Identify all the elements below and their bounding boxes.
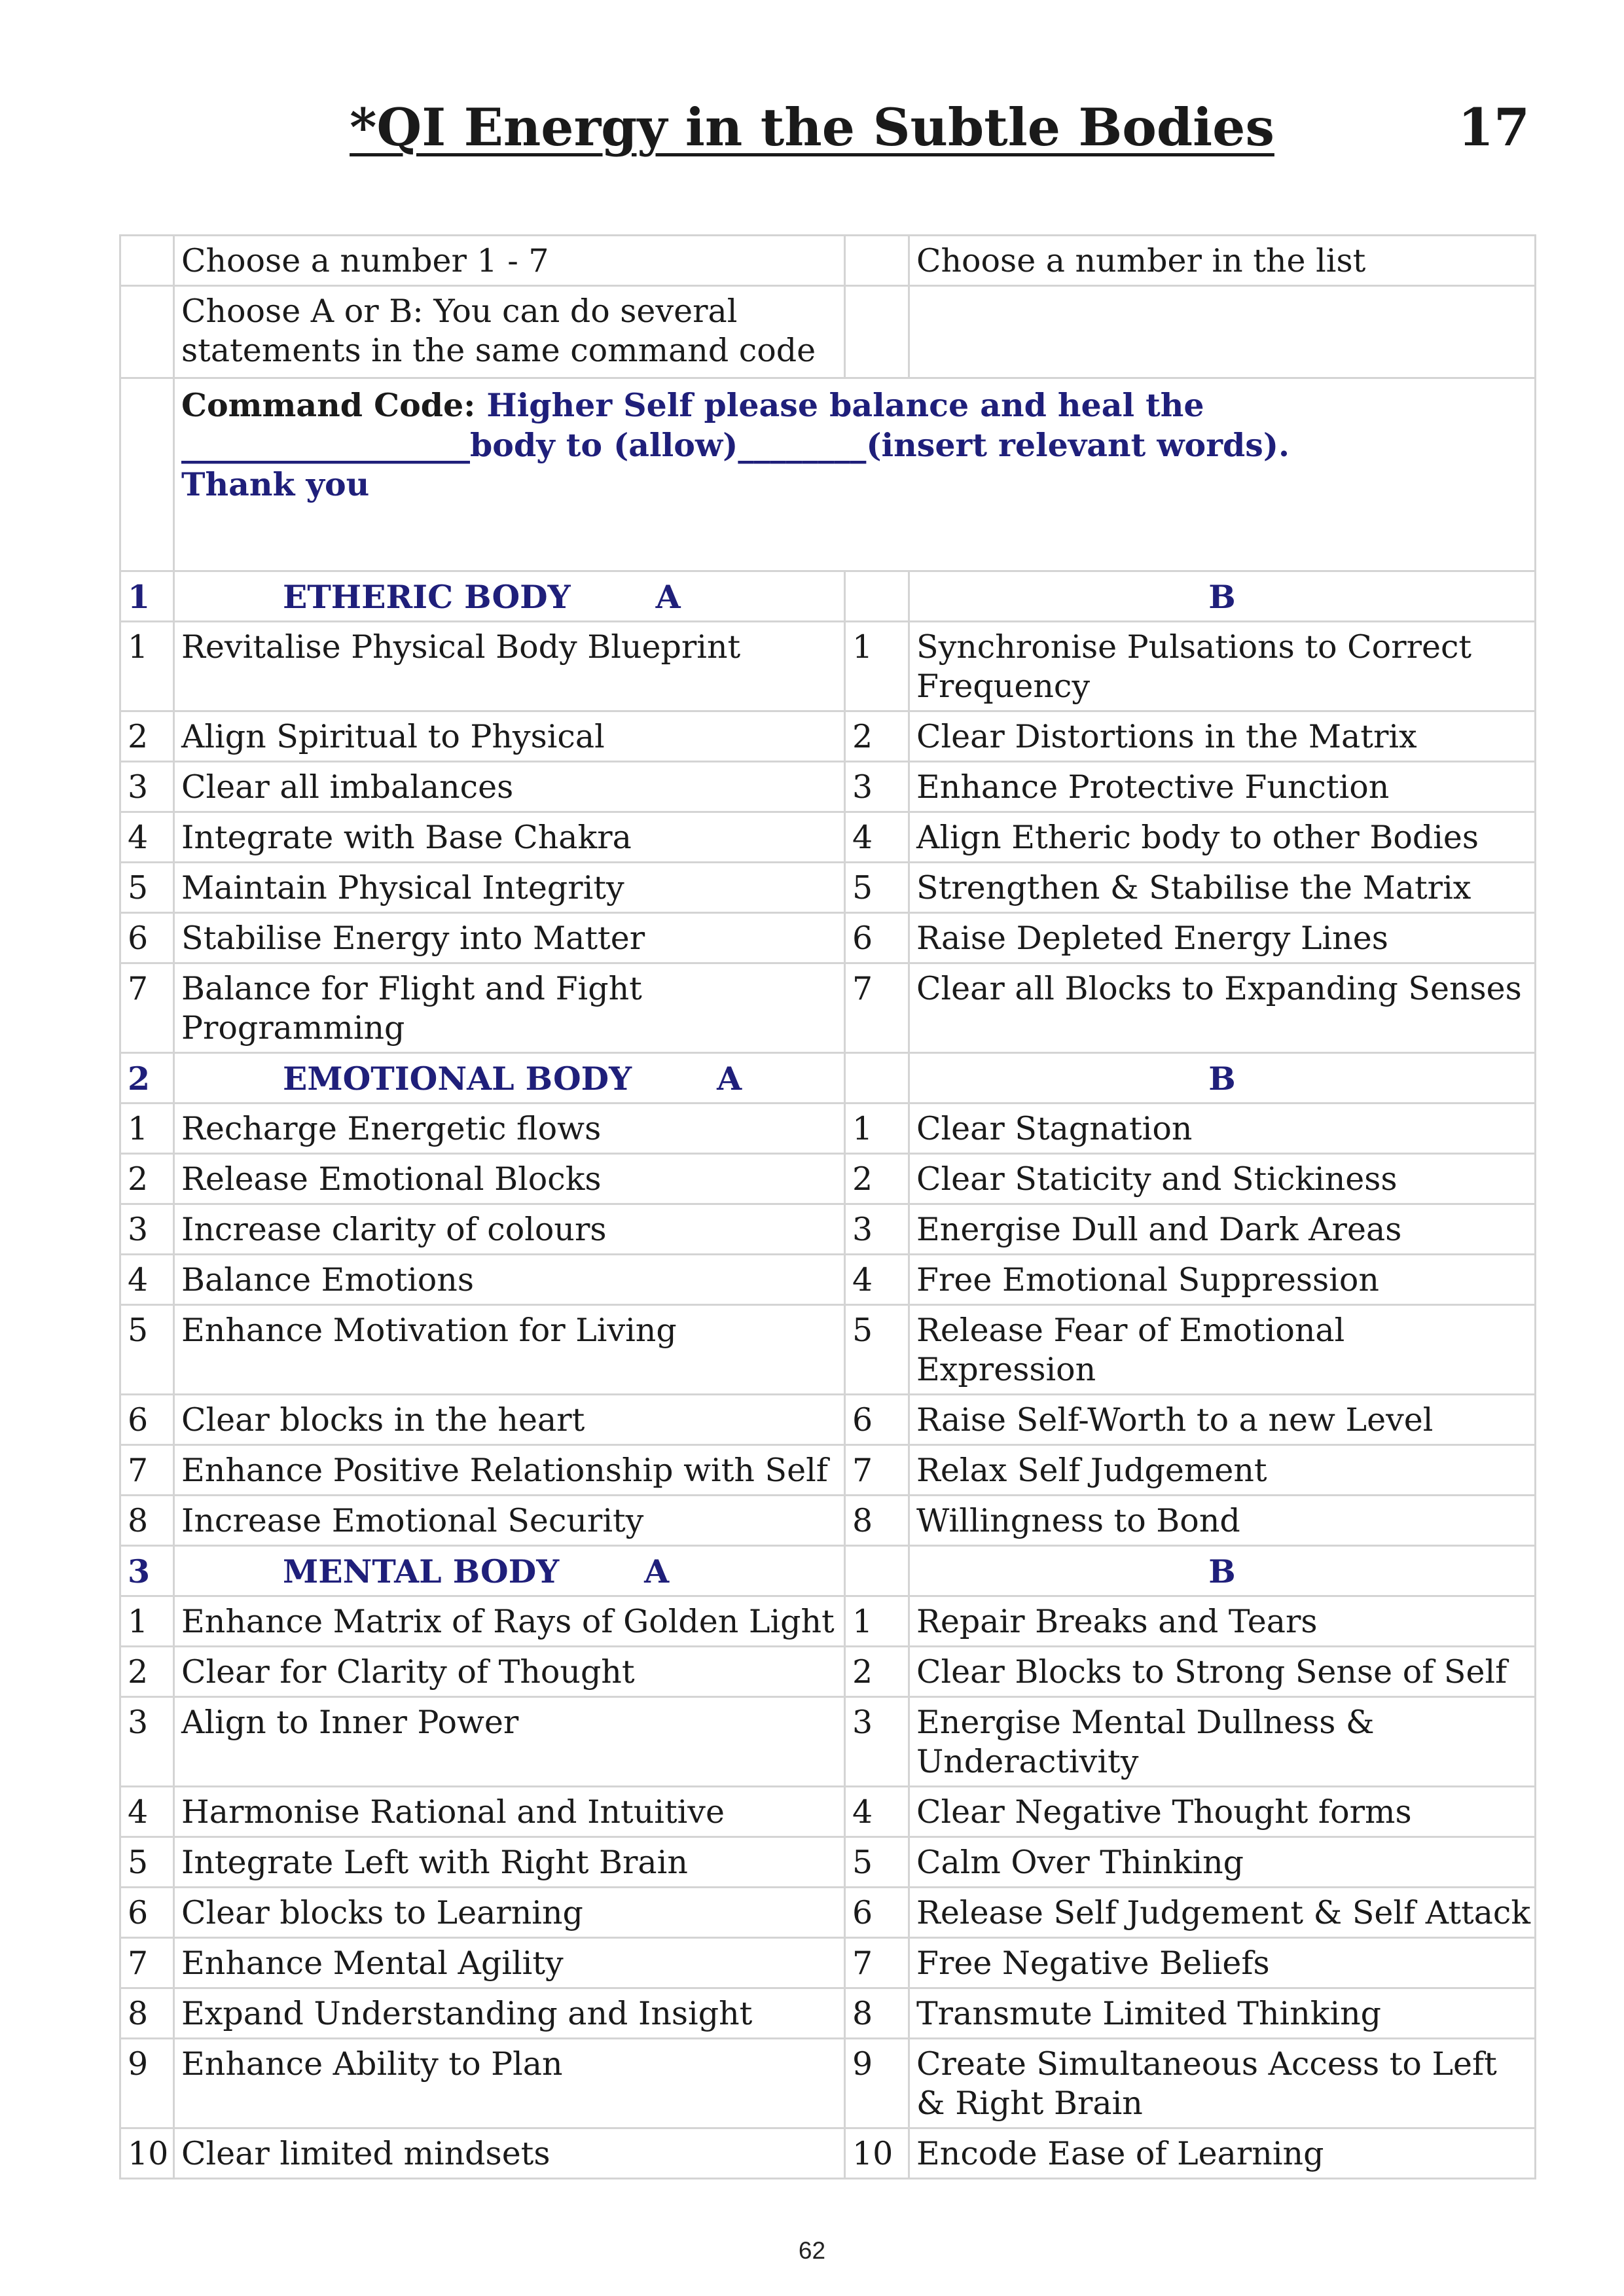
statement-a: Enhance Matrix of Rays of Golden Light	[174, 1596, 845, 1647]
statement-a: Balance Emotions	[174, 1255, 845, 1305]
item-number-b: 4	[845, 1787, 909, 1837]
item-number-b: 4	[845, 812, 909, 863]
table-row	[120, 1938, 1536, 1988]
section-number: 2	[120, 1053, 174, 1103]
item-number-a: 5	[120, 1837, 174, 1888]
item-number-b: 3	[845, 1697, 909, 1787]
statement-b: Create Simultaneous Access to Left & Right Brain	[909, 2039, 1536, 2128]
section-header-row	[120, 1546, 1536, 1596]
item-number-b: 7	[845, 1938, 909, 1988]
item-number-a: 3	[120, 762, 174, 812]
item-number-b: 6	[845, 913, 909, 963]
statement-a: Harmonise Rational and Intuitive	[174, 1787, 845, 1837]
statement-a: Clear blocks to Learning	[174, 1888, 845, 1938]
item-number-b: 5	[845, 863, 909, 913]
statement-a: Maintain Physical Integrity	[174, 863, 845, 913]
section-header-row	[120, 1053, 1536, 1103]
instruction-choose-ab: Choose A or B: You can do several statements in the same command code	[174, 286, 845, 378]
statement-b: Synchronise Pulsations to Correct Frequency	[909, 622, 1536, 711]
item-number-a: 4	[120, 812, 174, 863]
command-code-blanks: __________________body to (allow)________(insert relevant words).	[181, 426, 1290, 464]
section-title-cell	[174, 1053, 845, 1103]
item-number-a: 2	[120, 1154, 174, 1204]
statement-b: Align Etheric body to other Bodies	[909, 812, 1536, 863]
statement-b: Clear Stagnation	[909, 1103, 1536, 1154]
item-number-b: 5	[845, 1837, 909, 1888]
item-number-b: 1	[845, 622, 909, 711]
table-row	[120, 1596, 1536, 1647]
table-row	[120, 963, 1536, 1053]
statement-b: Clear Negative Thought forms	[909, 1787, 1536, 1837]
section-title-cell	[174, 1546, 845, 1596]
statement-b: Energise Mental Dullness & Underactivity	[909, 1697, 1536, 1787]
intro-row-2	[120, 286, 1536, 378]
item-number-b: 7	[845, 963, 909, 1053]
empty-cell	[845, 236, 909, 286]
statement-a: Stabilise Energy into Matter	[174, 913, 845, 963]
empty-cell	[845, 1546, 909, 1596]
section-title: ETHERIC BODY	[283, 578, 571, 616]
statement-a: Clear for Clarity of Thought	[174, 1647, 845, 1697]
page-number: 62	[798, 2237, 826, 2264]
statement-b: Calm Over Thinking	[909, 1837, 1536, 1888]
column-a-label: A	[644, 1552, 670, 1590]
table-row	[120, 1697, 1536, 1787]
item-number-a: 2	[120, 1647, 174, 1697]
table-row	[120, 1837, 1536, 1888]
column-b-label: B	[909, 571, 1536, 622]
statement-a: Clear limited mindsets	[174, 2128, 845, 2179]
command-code-row	[120, 378, 1536, 571]
item-number-b: 2	[845, 1647, 909, 1697]
table-row	[120, 2039, 1536, 2128]
statement-a: Balance for Flight and Fight Programming	[174, 963, 845, 1053]
item-number-a: 8	[120, 1988, 174, 2039]
item-number-a: 6	[120, 1888, 174, 1938]
item-number-a: 4	[120, 1255, 174, 1305]
empty-cell	[120, 236, 174, 286]
command-code-cell	[174, 378, 1536, 571]
statement-a: Enhance Mental Agility	[174, 1938, 845, 1988]
item-number-a: 5	[120, 1305, 174, 1395]
statement-a: Revitalise Physical Body Blueprint	[174, 622, 845, 711]
item-number-a: 4	[120, 1787, 174, 1837]
item-number-b: 5	[845, 1305, 909, 1395]
statement-b: Release Fear of Emotional Expression	[909, 1305, 1536, 1395]
empty-cell	[909, 286, 1536, 378]
statement-b: Free Negative Beliefs	[909, 1938, 1536, 1988]
table-row	[120, 1647, 1536, 1697]
table-row	[120, 1103, 1536, 1154]
statement-a: Clear all imbalances	[174, 762, 845, 812]
column-a-label: A	[655, 578, 681, 616]
table-row	[120, 622, 1536, 711]
statement-a: Increase Emotional Security	[174, 1496, 845, 1546]
statement-a: Increase clarity of colours	[174, 1204, 845, 1255]
item-number-b: 4	[845, 1255, 909, 1305]
item-number-a: 7	[120, 1938, 174, 1988]
page-title: *QI Energy in the Subtle Bodies	[350, 97, 1274, 158]
empty-cell	[845, 571, 909, 622]
table-row	[120, 1305, 1536, 1395]
table-row	[120, 1787, 1536, 1837]
statement-a: Enhance Ability to Plan	[174, 2039, 845, 2128]
statement-a: Release Emotional Blocks	[174, 1154, 845, 1204]
table-row	[120, 711, 1536, 762]
section-number: 1	[120, 571, 174, 622]
item-number-a: 10	[120, 2128, 174, 2179]
empty-cell	[120, 286, 174, 378]
statement-a: Recharge Energetic flows	[174, 1103, 845, 1154]
statement-b: Release Self Judgement & Self Attack	[909, 1888, 1536, 1938]
statement-b: Strengthen & Stabilise the Matrix	[909, 863, 1536, 913]
item-number-a: 6	[120, 1395, 174, 1445]
statement-a: Enhance Motivation for Living	[174, 1305, 845, 1395]
statement-b: Free Emotional Suppression	[909, 1255, 1536, 1305]
table-row	[120, 913, 1536, 963]
table-row	[120, 1154, 1536, 1204]
table-row	[120, 1888, 1536, 1938]
item-number-a: 8	[120, 1496, 174, 1546]
item-number-b: 1	[845, 1103, 909, 1154]
item-number-a: 3	[120, 1697, 174, 1787]
empty-cell	[845, 1053, 909, 1103]
section-title-cell	[174, 571, 845, 622]
intro-row-1	[120, 236, 1536, 286]
item-number-b: 3	[845, 1204, 909, 1255]
statement-a: Enhance Positive Relationship with Self	[174, 1445, 845, 1496]
table-row	[120, 1988, 1536, 2039]
statement-b: Willingness to Bond	[909, 1496, 1536, 1546]
instruction-choose-number: Choose a number 1 - 7	[174, 236, 845, 286]
statement-b: Clear Blocks to Strong Sense of Self	[909, 1647, 1536, 1697]
section-title: MENTAL BODY	[283, 1552, 560, 1590]
item-number-b: 10	[845, 2128, 909, 2179]
command-code-thanks: Thank you	[181, 465, 370, 503]
statement-b: Repair Breaks and Tears	[909, 1596, 1536, 1647]
item-number-a: 7	[120, 1445, 174, 1496]
item-number-a: 5	[120, 863, 174, 913]
statement-b: Raise Self-Worth to a new Level	[909, 1395, 1536, 1445]
item-number-a: 2	[120, 711, 174, 762]
qi-energy-table	[119, 234, 1536, 2179]
table-row	[120, 812, 1536, 863]
statement-a: Align Spiritual to Physical	[174, 711, 845, 762]
column-b-label: B	[909, 1053, 1536, 1103]
statement-b: Clear Distortions in the Matrix	[909, 711, 1536, 762]
table-row	[120, 1496, 1536, 1546]
table-row	[120, 1204, 1536, 1255]
item-number-a: 3	[120, 1204, 174, 1255]
item-number-b: 2	[845, 1154, 909, 1204]
table-row	[120, 1255, 1536, 1305]
statement-a: Integrate with Base Chakra	[174, 812, 845, 863]
statement-b: Enhance Protective Function	[909, 762, 1536, 812]
item-number-b: 1	[845, 1596, 909, 1647]
command-code-text: Higher Self please balance and heal the	[475, 386, 1204, 424]
statement-a: Integrate Left with Right Brain	[174, 1837, 845, 1888]
statement-b: Clear Staticity and Stickiness	[909, 1154, 1536, 1204]
table-row	[120, 1395, 1536, 1445]
item-number-a: 1	[120, 622, 174, 711]
statement-a: Expand Understanding and Insight	[174, 1988, 845, 2039]
empty-cell	[120, 378, 174, 571]
command-code-label: Command Code:	[181, 386, 476, 424]
item-number-a: 9	[120, 2039, 174, 2128]
item-number-a: 6	[120, 913, 174, 963]
item-number-b: 7	[845, 1445, 909, 1496]
item-number-a: 1	[120, 1103, 174, 1154]
column-b-label: B	[909, 1546, 1536, 1596]
item-number-a: 7	[120, 963, 174, 1053]
statement-b: Energise Dull and Dark Areas	[909, 1204, 1536, 1255]
chapter-number: 17	[1458, 97, 1530, 158]
statement-b: Raise Depleted Energy Lines	[909, 913, 1536, 963]
statement-a: Clear blocks in the heart	[174, 1395, 845, 1445]
statement-b: Clear all Blocks to Expanding Senses	[909, 963, 1536, 1053]
section-header-row	[120, 571, 1536, 622]
statement-b: Encode Ease of Learning	[909, 2128, 1536, 2179]
column-a-label: A	[717, 1060, 742, 1098]
item-number-b: 6	[845, 1395, 909, 1445]
item-number-b: 2	[845, 711, 909, 762]
statement-b: Relax Self Judgement	[909, 1445, 1536, 1496]
empty-cell	[845, 286, 909, 378]
section-title: EMOTIONAL BODY	[283, 1060, 632, 1098]
table-row	[120, 863, 1536, 913]
item-number-b: 6	[845, 1888, 909, 1938]
item-number-b: 3	[845, 762, 909, 812]
section-number: 3	[120, 1546, 174, 1596]
table-row	[120, 1445, 1536, 1496]
table-row	[120, 2128, 1536, 2179]
instruction-choose-list: Choose a number in the list	[909, 236, 1536, 286]
table-row	[120, 762, 1536, 812]
item-number-b: 8	[845, 1496, 909, 1546]
item-number-b: 8	[845, 1988, 909, 2039]
statement-a: Align to Inner Power	[174, 1697, 845, 1787]
item-number-a: 1	[120, 1596, 174, 1647]
statement-b: Transmute Limited Thinking	[909, 1988, 1536, 2039]
item-number-b: 9	[845, 2039, 909, 2128]
